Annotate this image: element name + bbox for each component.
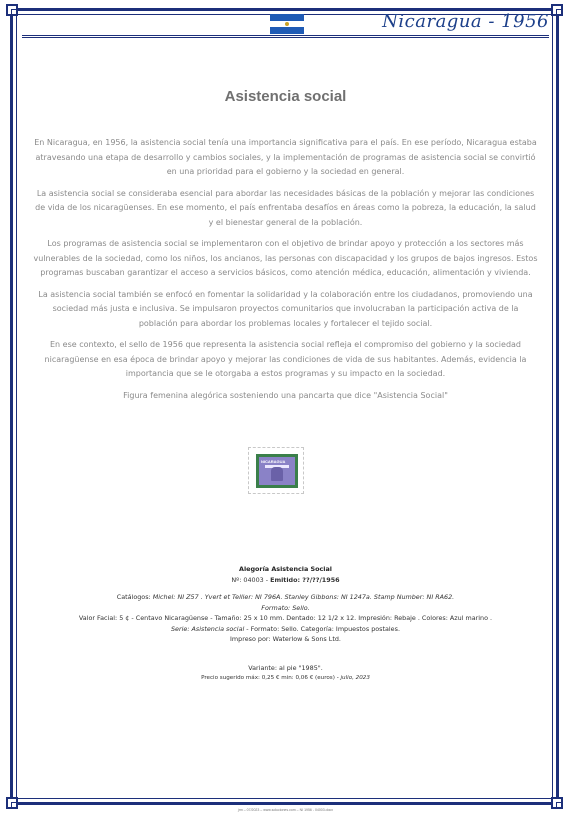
stamp-country-text: NICARAGUA (261, 459, 286, 464)
catalog-values: Michel: NI Z57 . Yvert et Tellier: NI 796A. Stanley Gibbons: NI 1247a. Stamp Number: NI RA62. (152, 593, 455, 601)
header-title: Nicaragua - 1956 (382, 11, 549, 32)
face-value-line: Valor Facial: 5 ¢ - Centavo Nicaragüense - Tamaño: 25 x 10 mm. Dentado: 12 1/2 x 12. Impresión: Rebaje . Colores: Azul marino . (78, 614, 493, 622)
paragraph: Los programas de asistencia social se implementaron con el objetivo de brindar apoyo y protección a los sectores más vulnerables de la sociedad, como los niños, los ancianos, las personas con discapacidad y los grupos de bajos ingresos. Estos programas buscaban garantizar el acceso a servicios básicos, como atención médica, educación, alimentación y vivienda. (33, 239, 538, 277)
stamp-info (0, 564, 571, 645)
variant-block (0, 663, 571, 683)
stamp-number-line (0, 575, 571, 586)
paragraph: La asistencia social también se enfocó en fomentar la solidaridad y la colaboración entre los ciudadanos, promoviendo una sociedad más justa e inclusiva. Se impulsaron proyectos comunitarios que involucraban la participación activa de la población para abordar los problemas locales y fortalecer el tejido social. (38, 289, 533, 328)
page-title: Asistencia social (224, 88, 347, 105)
catalog-line (0, 592, 571, 603)
stamp-image-frame (248, 447, 304, 494)
issue-date: Emitido: ??/??/1956 (270, 575, 340, 584)
corner-ornament (551, 4, 563, 16)
stamp-image (256, 454, 298, 488)
price-line (0, 673, 571, 683)
series-details: - Formato: Sello. Categoría: Impuestos postales. (244, 624, 400, 633)
price-date: - julio, 2023 (334, 675, 370, 681)
printer-line: Impreso por: Waterlow & Sons Ltd. (230, 635, 341, 643)
header-divider (22, 37, 549, 38)
footer-text: jrm – 07/2023 – www.soluciones.com – NI 1956 - 04003.docx (237, 808, 334, 812)
corner-ornament (6, 4, 18, 16)
stamp-number: Nº: 04003 - (231, 575, 271, 584)
catalog-label: Catálogos: (116, 593, 153, 601)
stamp-title: Alegoría Asistencia Social (239, 565, 332, 573)
paragraph: La asistencia social se consideraba esencial para abordar las necesidades básicas de la población y mejorar las condiciones de vida de los nicaragüenses. En ese momento, el país enfrentaba desafíos en áreas como la pobreza, la educación, la salud y el bienestar general de la población. (35, 188, 536, 227)
format-line: Formato: Sello. (261, 603, 310, 612)
paragraph: En Nicaragua, en 1956, la asistencia social tenía una importancia significativa para el país. En ese período, Nicaragua estaba atravesando una etapa de desarrollo y cambios sociales, y la implementación de programas de asistencia social se convirtió en una prioridad para el gobierno y la sociedad en general. (34, 138, 537, 176)
article-body (32, 136, 539, 410)
series-name: Serie: Asistencia social (171, 624, 245, 633)
paragraph: En ese contexto, el sello de 1956 que representa la asistencia social refleja el compromiso del gobierno y la sociedad nicaragüense en esa época de brindar apoyo y mejorar las condiciones de vida de sus habitantes. Además, evidencia la importancia que se le otorgaba a estos programas y su impacto en la sociedad. (44, 340, 527, 378)
series-line (0, 624, 571, 635)
stamp-caption: Figura femenina alegórica sosteniendo una pancarta que dice "Asistencia Social" (123, 390, 448, 400)
variant-label: Variante: al pie "1985". (248, 664, 323, 672)
nicaragua-flag-icon (270, 14, 304, 34)
header-divider (22, 35, 549, 36)
price-text: Precio sugerido máx: 0,25 € min: 0,06 € (euros) (201, 675, 335, 681)
